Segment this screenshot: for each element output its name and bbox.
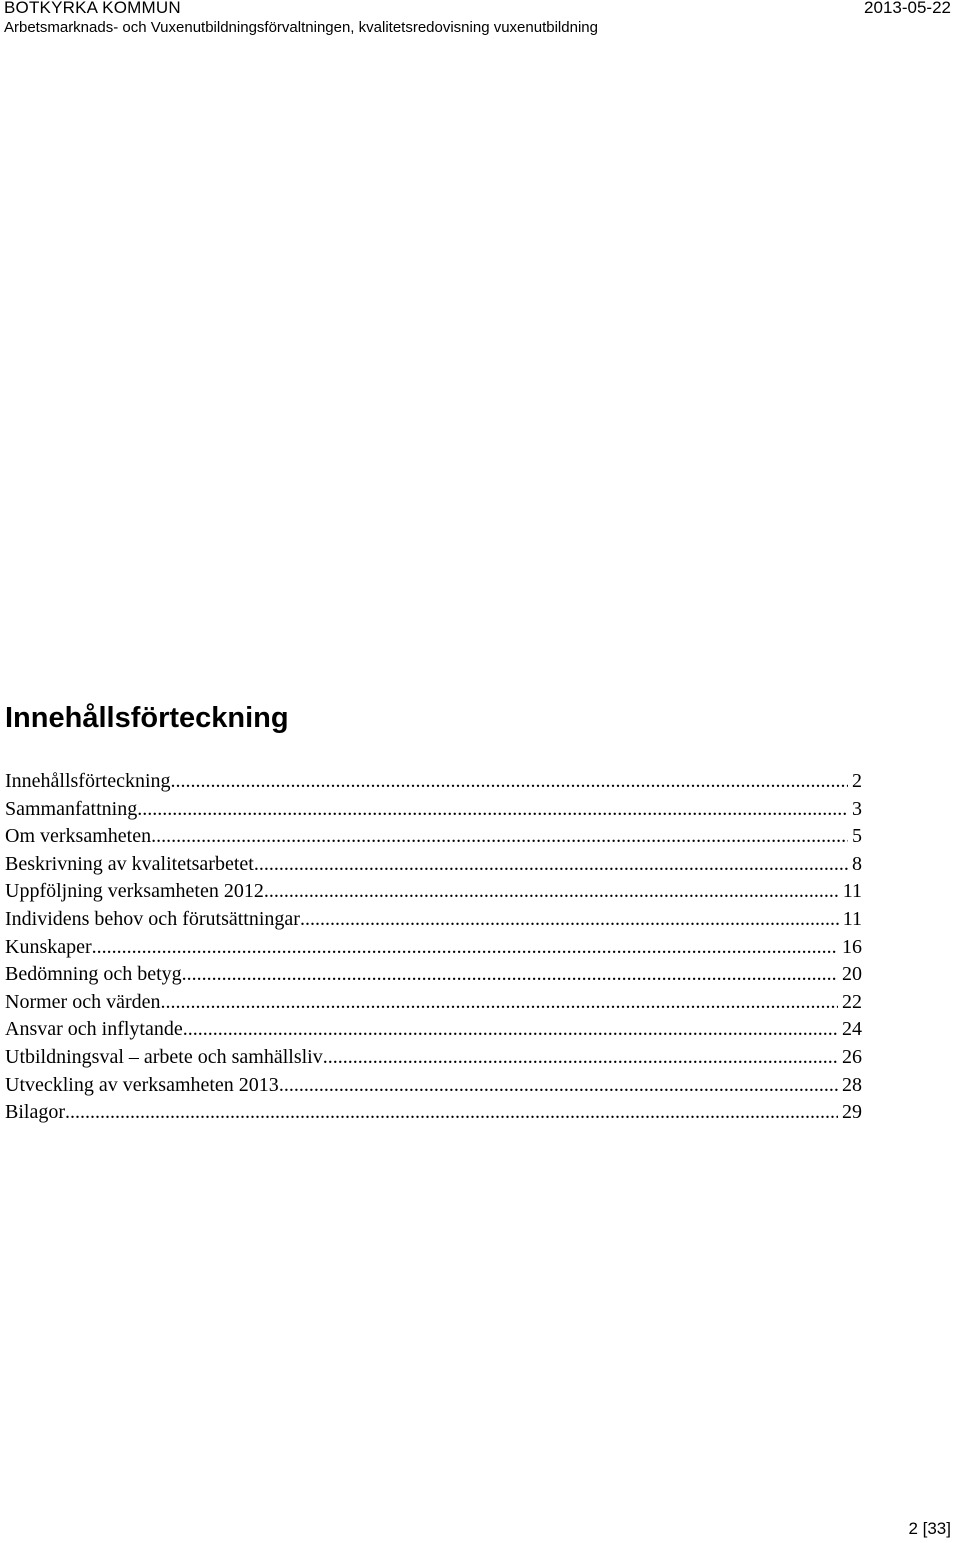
toc-entry-title: Bilagor [5, 1101, 65, 1124]
toc-entry[interactable] [5, 823, 862, 851]
toc-leader [254, 851, 848, 879]
toc-entry-title: Utveckling av verksamheten 2013 [5, 1073, 279, 1096]
toc-entry[interactable] [5, 851, 862, 879]
toc-entry-page: 20 [842, 963, 862, 986]
toc-leader [279, 1072, 838, 1100]
toc-entry-page: 8 [852, 852, 862, 875]
document-date: 2013-05-22 [864, 0, 951, 17]
table-of-contents [5, 768, 862, 1127]
toc-leader [183, 1016, 838, 1044]
toc-entry[interactable] [5, 1099, 862, 1127]
toc-entry[interactable] [5, 1016, 862, 1044]
toc-entry-page: 26 [842, 1045, 862, 1068]
toc-leader [171, 768, 849, 796]
toc-entry-title: Innehållsförteckning [5, 770, 171, 792]
toc-entry-page: 11 [842, 880, 862, 903]
toc-leader [182, 961, 838, 989]
toc-entry-title: Kunskaper [5, 935, 92, 958]
toc-entry-page: 16 [842, 935, 862, 958]
toc-leader [323, 1044, 838, 1072]
organization-name: BOTKYRKA KOMMUN [4, 0, 181, 17]
toc-entry-title: Beskrivning av kvalitetsarbetet [5, 852, 254, 875]
toc-heading: Innehållsförteckning [5, 702, 289, 734]
toc-entry-title: Sammanfattning [5, 797, 138, 820]
toc-entry-title: Normer och värden [5, 990, 161, 1013]
toc-entry-title: Om verksamheten [5, 825, 152, 848]
toc-leader [65, 1099, 838, 1127]
toc-entry-title: Individens behov och förutsättningar [5, 907, 300, 930]
toc-entry[interactable] [5, 934, 862, 962]
toc-leader [92, 934, 838, 962]
toc-entry-page: 2 [852, 770, 862, 792]
toc-leader [300, 906, 839, 934]
toc-entry[interactable] [5, 796, 862, 824]
toc-leader [151, 823, 848, 851]
toc-entry-page: 29 [842, 1101, 862, 1124]
toc-entry-page: 5 [852, 825, 862, 848]
toc-entry-title: Utbildningsval – arbete och samhällsliv [5, 1045, 323, 1068]
toc-entry[interactable] [5, 906, 862, 934]
toc-entry[interactable] [5, 989, 862, 1017]
toc-entry[interactable] [5, 961, 862, 989]
toc-entry-page: 3 [852, 797, 862, 820]
toc-entry-title: Bedömning och betyg [5, 963, 182, 986]
toc-entry[interactable] [5, 1044, 862, 1072]
page-number: 2 [33] [908, 1519, 951, 1538]
toc-entry-page: 22 [842, 990, 862, 1013]
toc-entry-page: 11 [842, 907, 862, 930]
toc-entry-title: Ansvar och inflytande [5, 1018, 183, 1041]
toc-leader [264, 878, 839, 906]
department-name: Arbetsmarknads- och Vuxenutbildningsförvaltningen, kvalitetsredovisning vuxenutbildning [4, 19, 598, 36]
toc-entry[interactable] [5, 878, 862, 906]
toc-entry[interactable] [5, 768, 862, 796]
toc-leader [137, 796, 848, 824]
toc-entry-page: 24 [842, 1018, 862, 1041]
toc-entry-title: Uppföljning verksamheten 2012 [5, 880, 264, 903]
toc-leader [161, 989, 839, 1017]
toc-entry-page: 28 [842, 1073, 862, 1096]
toc-entry[interactable] [5, 1072, 862, 1100]
